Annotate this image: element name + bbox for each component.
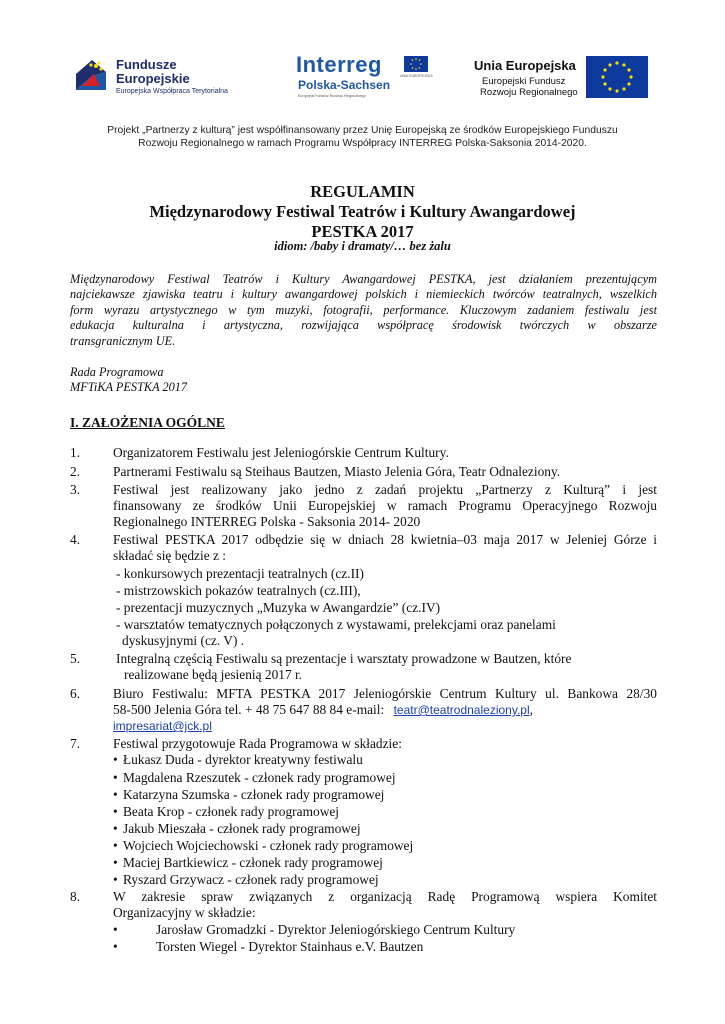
item-number: 7. <box>70 736 81 751</box>
item-5-line1: Integralną częścią Festiwalu są prezentacje i warsztaty prowadzone w Bautzen, które <box>116 651 572 666</box>
bullet: • <box>113 939 118 954</box>
board-member: Magdalena Rzeszutek - członek rady programowej <box>123 770 396 785</box>
bullet: • <box>113 922 118 937</box>
item-4-line2: składać się będzie z : <box>113 548 227 563</box>
funds-line1: Fundusze <box>116 57 177 72</box>
board-member: Ryszard Grzywacz - członek rady programowej <box>123 872 379 887</box>
bullet: • <box>113 770 118 785</box>
section-heading-general: I. ZAŁOŻENIA OGÓLNE <box>70 415 225 430</box>
bullet: • <box>113 821 118 836</box>
item-number: 3. <box>70 482 81 497</box>
interreg-tiny: Europejski Fundusz Rozwoju Regionalnego <box>298 94 366 98</box>
item-number: 1. <box>70 445 81 460</box>
title-subtitle: idiom: /baby i dramaty/… bez żalu <box>274 239 451 253</box>
item-1-text: Organizatorem Festiwalu jest Jeleniogórskie Centrum Kultury. <box>113 445 449 460</box>
item-6-line1: Biuro Festiwalu: MFTA PESTKA 2017 Jeleniogórskie Centrum Kultury ul. Bankowa 28/30 <box>113 686 657 701</box>
item-8-line2: Organizacyjny w składzie: <box>113 905 256 920</box>
board-member: Beata Krop - członek rady programowej <box>123 804 340 819</box>
bullet: • <box>113 838 118 853</box>
eu-line1: Europejski Fundusz <box>482 76 566 87</box>
board-member: Katarzyna Szumska - członek rady programowej <box>123 787 385 802</box>
interreg-sub: Polska-Sachsen <box>298 78 391 92</box>
signature-line2: MFTiKA PESTKA 2017 <box>70 380 188 395</box>
interreg-flag-note: UNIA EUROPEJSKA <box>400 74 433 78</box>
item-2-text: Partnerami Festiwalu są Steihaus Bautzen, Miasto Jelenia Góra, Teatr Odnaleziony. <box>113 464 561 479</box>
eu-title: Unia Europejska <box>474 58 576 73</box>
intro-line2: najciekawsze zjawiska teatru i kultury awangardowej polskich i niemieckich twórców teatralnych, wszelkich <box>70 287 657 302</box>
item-number: 4. <box>70 532 81 547</box>
item-3-line3: Regionalnego INTERREG Polska - Saksonia 2014- 2020 <box>113 514 421 529</box>
board-member: Maciej Bartkiewicz - członek rady programowej <box>123 855 383 870</box>
signature-line1: Rada Programowa <box>70 365 164 379</box>
item-8-line1: W zakresie spraw związanych z organizacją Radę Programową wspiera Komitet <box>113 889 657 904</box>
item-number: 5. <box>70 651 81 666</box>
funding-note-line2: Rozwoju Regionalnego w ramach Programu Współpracy INTERREG Polska-Saksonia 2014-2020. <box>138 138 587 149</box>
item-4-line1: Festiwal PESTKA 2017 odbędzie się w dniach 28 kwietnia–03 maja 2017 w Jeleniej Górze i <box>113 532 657 547</box>
item-4-sub3: - prezentacji muzycznych „Muzyka w Awangardzie” (cz.IV) <box>116 600 441 615</box>
item-3-line1: Festiwal jest realizowany jako jedno z zadań projektu „Partnerzy z Kulturą” i jest <box>113 482 657 497</box>
item-number: 6. <box>70 686 81 701</box>
item-6-line2 <box>113 702 657 719</box>
item-4-sub4-cont: dyskusyjnymi (cz. V) . <box>122 633 245 648</box>
email-separator: , <box>529 702 533 717</box>
eu-line2: Rozwoju Regionalnego <box>480 87 578 98</box>
bullet: • <box>113 855 118 870</box>
item-4-sub2: - mistrzowskich pokazów teatralnych (cz.III), <box>116 583 361 598</box>
item-4-sub1: - konkursowych prezentacji teatralnych (cz.II) <box>116 566 364 581</box>
board-member: Łukasz Duda - dyrektor kreatywny festiwalu <box>123 752 363 767</box>
interreg-name: Interreg <box>296 52 382 77</box>
item-4-sub4: - warsztatów tematycznych połączonych z wystawami, prelekcjami oraz panelami <box>116 617 556 632</box>
board-member: Wojciech Wojciechowski - członek rady programowej <box>123 838 414 853</box>
item-number: 8. <box>70 889 81 904</box>
item-6-line3 <box>113 718 657 735</box>
item-number: 2. <box>70 464 81 479</box>
intro-line5: transgranicznym UE. <box>70 333 176 348</box>
item-3-line2: finansowany ze środków Unii Europejskiej w ramach Programu Operacyjnego Rozwoju <box>113 498 657 513</box>
bullet: • <box>113 804 118 819</box>
bullet: • <box>113 872 118 887</box>
committee-member: Torsten Wiegel - Dyrektor Stainhaus e.V. Bautzen <box>156 939 424 954</box>
item-5-line2: realizowane będą jesienią 2017 r. <box>124 667 303 682</box>
title-line1: REGULAMIN <box>310 182 415 201</box>
bullet: • <box>113 752 118 767</box>
intro-line4: edukacja kulturalna i artystyczna, rozwijająca współpracę środowisk twórczych w obszarze <box>70 318 657 333</box>
item-6-phone-text: 58-500 Jelenia Góra tel. + 48 75 647 88 84 e-mail: <box>113 702 385 717</box>
funding-note-line1: Projekt „Partnerzy z kulturą” jest współfinansowany przez Unię Europejską ze środków Europejskiego Funduszu <box>107 125 618 136</box>
board-member: Jakub Mieszała - członek rady programowej <box>123 821 361 836</box>
funds-line2: Europejskie <box>116 71 190 86</box>
item-7-text: Festiwal przygotowuje Rada Programowa w składzie: <box>113 736 402 751</box>
title-line2: Międzynarodowy Festiwal Teatrów i Kultury Awangardowej <box>149 202 576 221</box>
title-line3: PESTKA 2017 <box>311 222 414 241</box>
intro-line3: form wyrazu artystycznego w tym muzyki, fotografii, performance. Kluczowym zadaniem festiwalu jest <box>70 302 657 317</box>
email-link-teatr[interactable]: teatr@teatrodnaleziony.pl <box>393 703 530 717</box>
committee-member: Jarosław Gromadzki - Dyrektor Jeleniogórskiego Centrum Kultury <box>156 922 516 937</box>
intro-line1: Międzynarodowy Festiwal Teatrów i Kultury Awangardowej PESTKA, jest działaniem prezentującym <box>70 272 657 286</box>
funds-line3: Europejska Współpraca Terytorialna <box>116 88 228 95</box>
bullet: • <box>113 787 118 802</box>
email-link-impresariat[interactable]: impresariat@jck.pl <box>113 719 212 733</box>
